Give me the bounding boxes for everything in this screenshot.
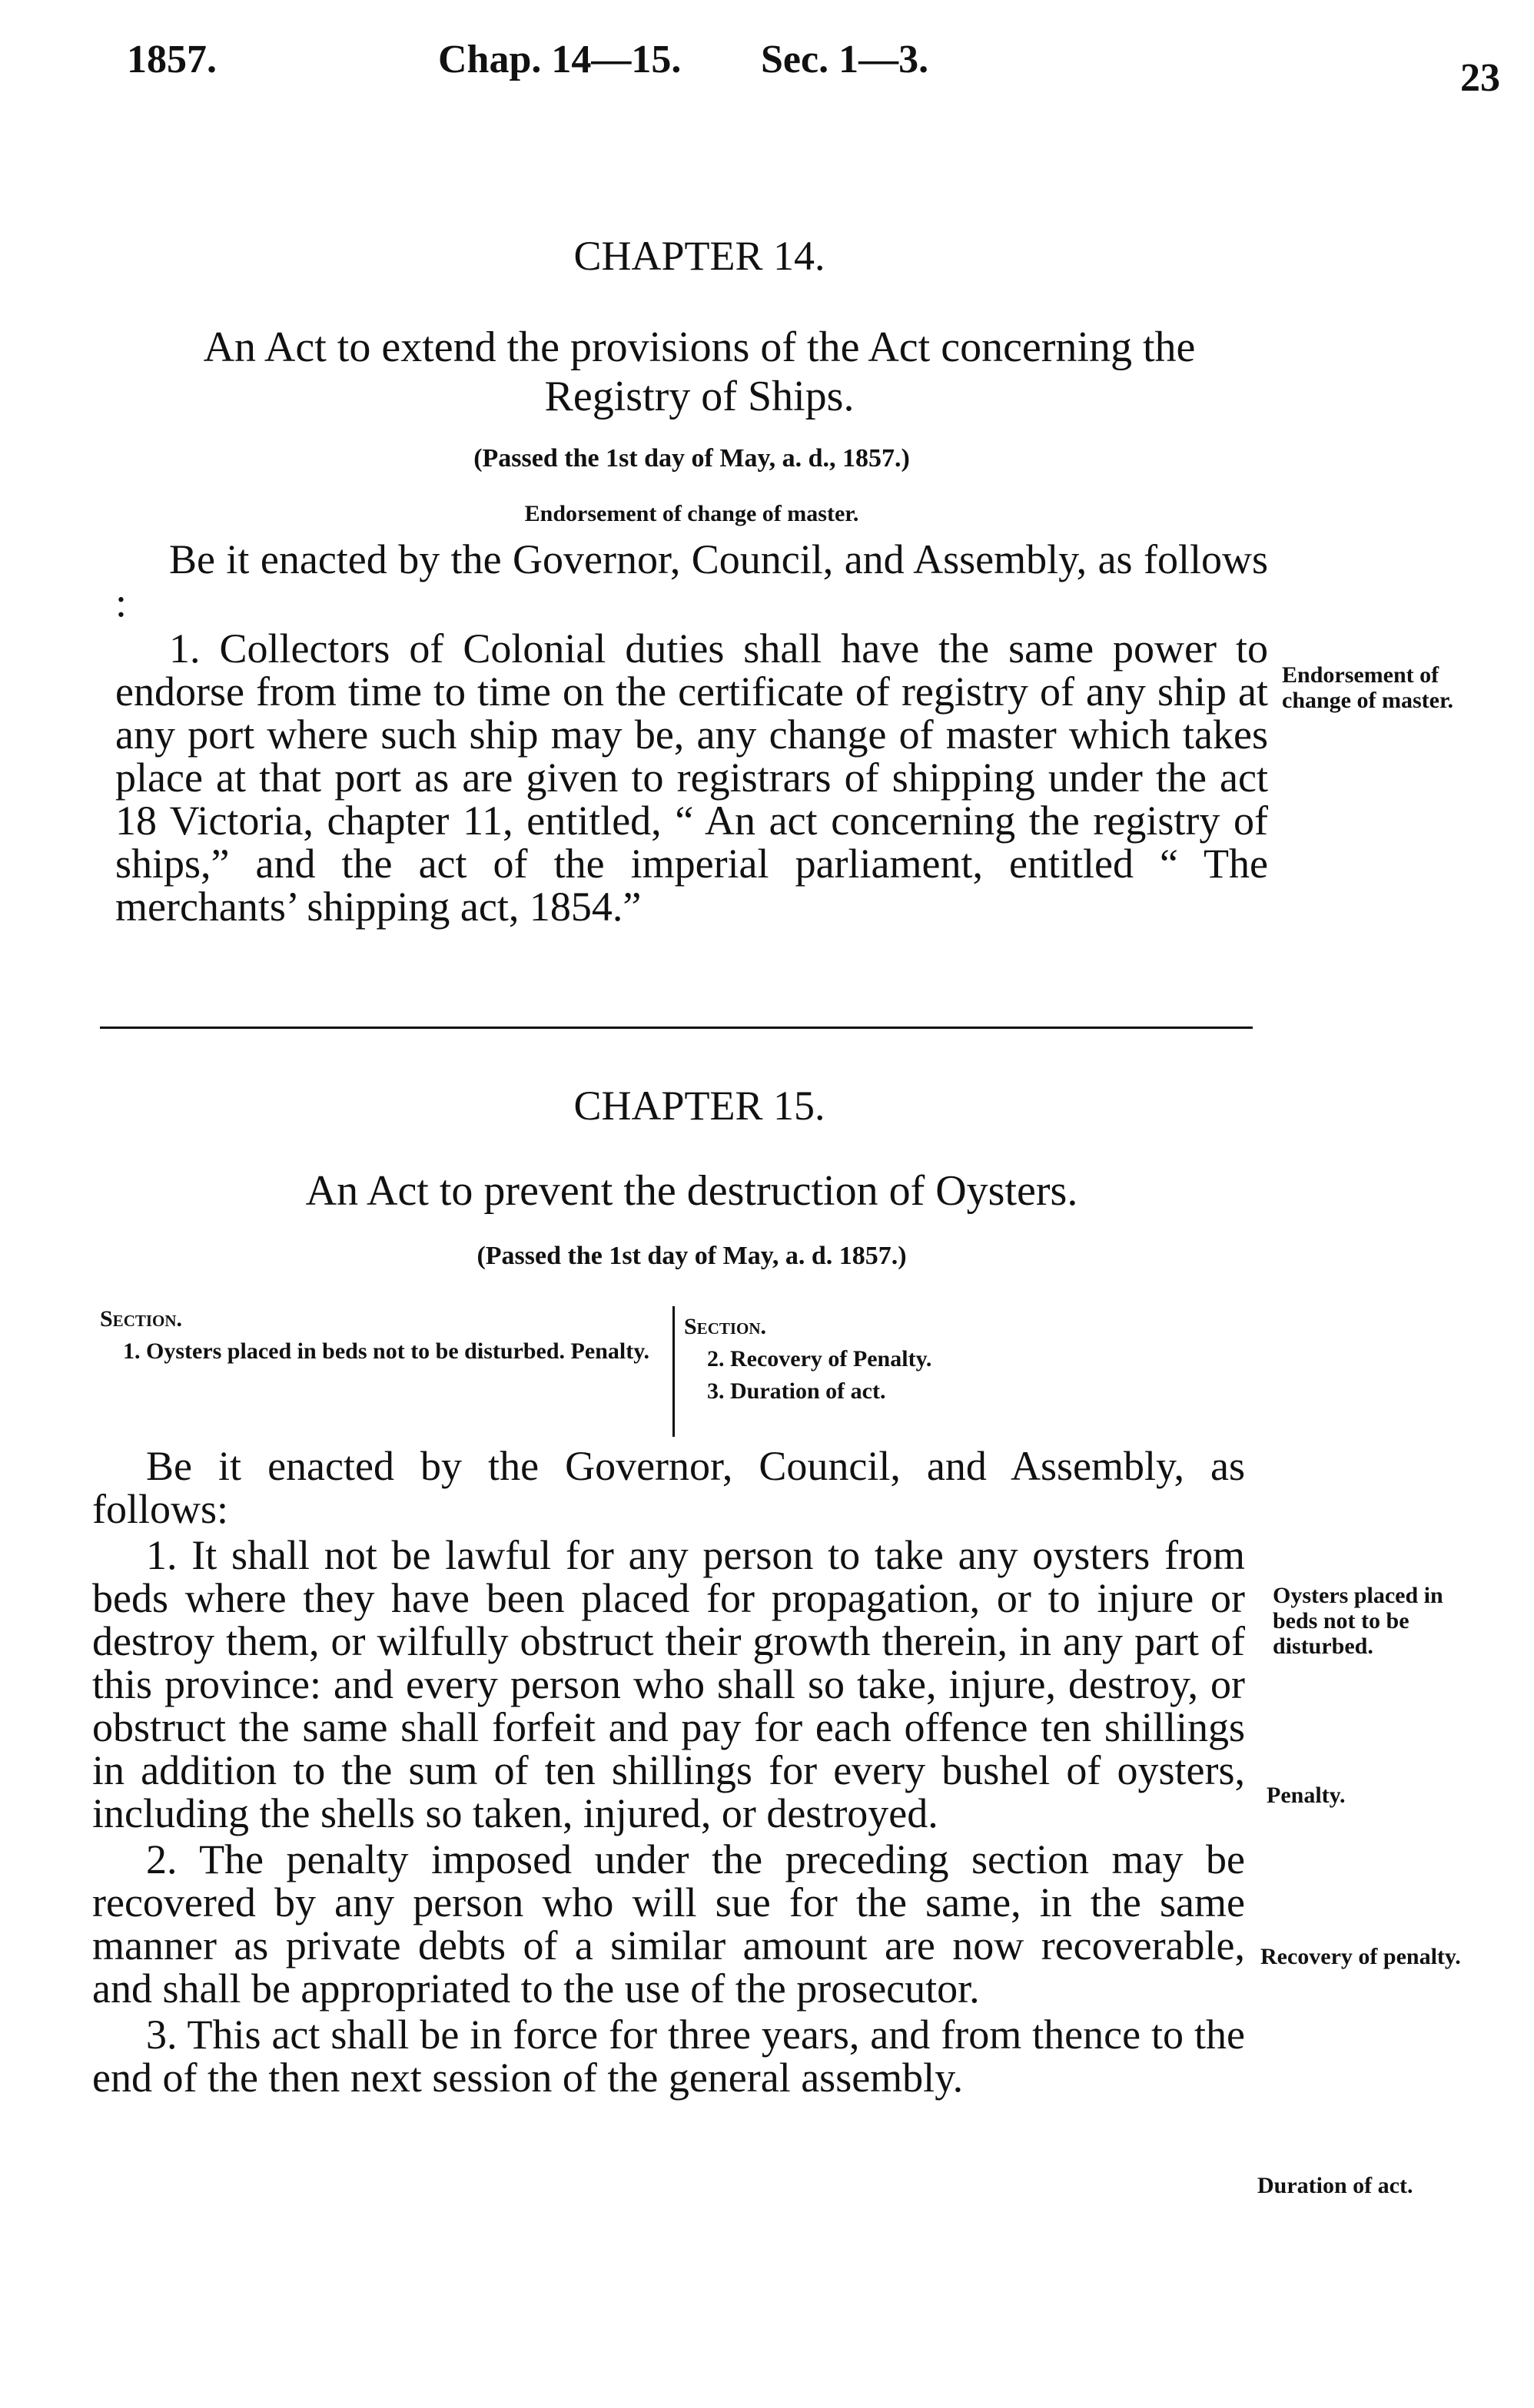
chapter-14-section-1: 1. Collectors of Colonial duties shall have the same power to endorse from time to time on the certificate of registry of any ship at any port where such ship may be, any change of master which takes place at that port as are given to registrars of shipping under the act 18 Victoria, chapter 11, entitled, “ An act concerning the registry of ships,” and the act of the imperial parliament, entitled “ The merchants’ shipping act, 1854.” bbox=[115, 625, 1268, 930]
toc-right-item-1: 2. Recovery of Penalty. bbox=[707, 1346, 932, 1371]
chapter-15-section-3: 3. This act shall be in force for three years, and from thence to the end of the then next session of the general assembly. bbox=[92, 2012, 1245, 2101]
chapter-14-caption: Endorsement of change of master. bbox=[524, 501, 859, 526]
chapter-15-section-2: 2. The penalty imposed under the preceding section may be recovered by any person who will sue for the same, in the same manner as private debts of a similar amount are now recoverable, and shall be appropriated to the use of the prosecutor. bbox=[92, 1836, 1245, 2012]
chapter-15-heading: CHAPTER 15. bbox=[573, 1083, 825, 1129]
chapter-14-passed: (Passed the 1st day of May, a. d., 1857.) bbox=[473, 444, 910, 473]
toc-right-item-2: 3. Duration of act. bbox=[707, 1378, 886, 1404]
toc-left-head: Section. bbox=[100, 1306, 183, 1332]
chapter-15-passed: (Passed the 1st day of May, a. d. 1857.) bbox=[476, 1242, 907, 1270]
chapter-15-body bbox=[92, 1444, 1245, 2099]
page-number: 23 bbox=[1460, 56, 1500, 100]
margin-note-recovery: Recovery of penalty. bbox=[1260, 1944, 1461, 1969]
toc-right bbox=[684, 1311, 1222, 1408]
chapter-15-title: An Act to prevent the destruction of Oysters. bbox=[305, 1167, 1078, 1215]
chapter-14-title-line-2: Registry of Ships. bbox=[544, 373, 855, 420]
chapter-divider bbox=[100, 1027, 1253, 1029]
chapter-15-enacting: Be it enacted by the Governor, Council, and Assembly, as follows: bbox=[92, 1443, 1245, 1532]
header-year: 1857. bbox=[127, 38, 217, 81]
toc-divider bbox=[672, 1306, 675, 1437]
toc-left-item: 1. Oysters placed in beds not to be disturbed. Penalty. bbox=[123, 1338, 650, 1364]
chapter-14-margin-note: Endorsement of change of master. bbox=[1282, 662, 1454, 713]
toc-right-head: Section. bbox=[684, 1314, 767, 1339]
margin-note-oysters: Oysters placed in beds not to be disturbed. bbox=[1273, 1583, 1443, 1659]
margin-note-duration: Duration of act. bbox=[1257, 2173, 1413, 2198]
chapter-14-body bbox=[115, 538, 1268, 928]
chapter-14-title-line-1: An Act to extend the provisions of the Act concerning the bbox=[203, 323, 1196, 371]
header-chapters: Chap. 14—15. bbox=[438, 38, 682, 81]
chapter-15-section-1: 1. It shall not be lawful for any person to take any oysters from beds where they have been placed for propagation, or to injure or destroy them, or wilfully obstruct their growth therein, in any part of this province: and every person who shall so take, injure, destroy, or obstruct the same shall forfeit and pay for each offence ten shillings in addition to the sum of ten shillings for every bushel of oysters, including the shells so taken, injured, or destroyed. bbox=[92, 1532, 1245, 1836]
header-sections: Sec. 1—3. bbox=[761, 38, 929, 81]
chapter-14-heading: CHAPTER 14. bbox=[573, 233, 825, 279]
chapter-14-enacting: Be it enacted by the Governor, Council, and Assembly, as follows : bbox=[115, 536, 1268, 625]
toc-left bbox=[100, 1303, 653, 1368]
margin-note-penalty: Penalty. bbox=[1267, 1783, 1346, 1808]
